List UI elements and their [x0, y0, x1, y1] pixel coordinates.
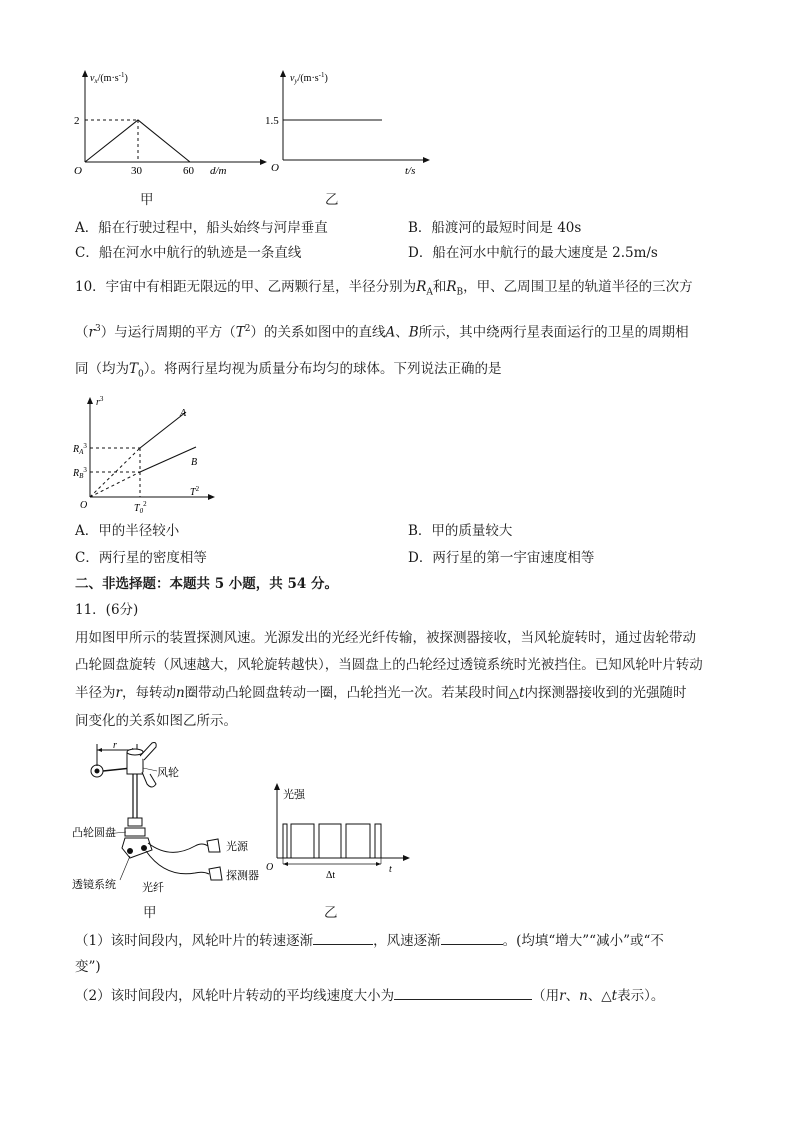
graph-yi	[258, 62, 438, 192]
q9-option-b: B．船渡河的最短时间是 40s	[408, 220, 582, 236]
q11-sub-1: （1）该时间段内，风轮叶片的转速逐渐 ，风速逐渐 。(均填“增大”“减小”或“不	[75, 930, 664, 951]
light-graph-origin: O	[266, 862, 274, 873]
q10-option-b: B．甲的质量较大	[408, 523, 513, 539]
q11-para-line-3: 半径为r，每转动n圈带动凸轮圆盘转动一圈，凸轮挡光一次。若某段时间△t内探测器接收到的光强随时	[75, 685, 687, 701]
lens-system-label: 透镜系统	[72, 879, 116, 891]
q10-option-c: C．两行星的密度相等	[75, 550, 207, 566]
q10-graph-origin: O	[80, 500, 88, 511]
delta-t-label: Δt	[326, 870, 336, 881]
wind-wheel-label: 风轮	[157, 767, 179, 779]
q10-graph-line-b: B	[191, 457, 198, 468]
answer-blank-rotation-speed[interactable]	[313, 930, 373, 945]
graph-jia-x-label: d/m	[210, 165, 227, 177]
q10-line-2: $(r^3)$与运行周期的平方$(T^2)$的关系如图中的直线A、B所示，其中绕两行星表面运行的卫星的周期相	[75, 324, 689, 341]
q9-option-d: D．船在河水中航行的最大速度是 2.5m/s	[408, 245, 658, 261]
graph-jia-caption: 甲	[140, 192, 154, 208]
q10-graph	[60, 392, 220, 517]
graph-yi-y-label: $v_y/(m\cdot s^{-1})$	[290, 71, 328, 85]
q10-option-d: D．两行星的第一宇宙速度相等	[408, 550, 595, 566]
section-2-heading: 二、非选择题：本题共 5 小题，共 54 分。	[75, 576, 338, 592]
q10-graph-x-label: $T^2$	[190, 485, 200, 498]
q10-graph-line-a: A	[180, 408, 187, 419]
q11-sub-2: （2）该时间段内，风轮叶片转动的平均线速度大小为 （用r、n、△t表示）。	[75, 985, 664, 1006]
answer-blank-linear-speed[interactable]	[394, 985, 532, 1000]
q11-figure-jia-caption: 甲	[143, 905, 157, 921]
q9-option-a: A．船在行驶过程中，船头始终与河岸垂直	[75, 220, 328, 236]
q10-line-3: 同（均为$T_0$）。将两行星均视为质量分布均匀的球体。下列说法正确的是	[75, 361, 502, 380]
graph-jia-y-tick: 2	[74, 115, 80, 127]
light-source-label: 光源	[226, 841, 248, 853]
light-intensity-axis-label: 光强	[283, 789, 305, 801]
graph-yi-y-tick: 1.5	[265, 115, 279, 127]
q10-line-1: 10．宇宙中有相距无限远的甲、乙两颗行星，半径分别为$R_A$和$R_B$，甲、乙周围卫星的轨道半径的三次方	[75, 279, 693, 298]
answer-blank-wind-speed[interactable]	[441, 930, 503, 945]
q10-graph-t02: $T_0^2$	[134, 500, 147, 515]
graph-jia-origin: O	[74, 165, 82, 177]
q11-para-line-2: 凸轮圆盘旋转（风速越大，风轮旋转越快），当圆盘上的凸轮经过透镜系统时光被挡住。已知风轮叶片转动	[75, 657, 703, 673]
q9-option-c: C．船在河水中航行的轨迹是一条直线	[75, 245, 302, 261]
light-graph-x-label: t	[389, 864, 392, 875]
graph-jia-x-tick-60: 60	[183, 165, 194, 177]
graph-yi-origin: O	[271, 162, 279, 174]
apparatus-r-label: r	[113, 740, 117, 751]
q11-para-line-4: 间变化的关系如图乙所示。	[75, 713, 237, 729]
detector-label: 探测器	[226, 870, 259, 882]
graph-jia-x-tick-30: 30	[131, 165, 142, 177]
q11-sub-1-cont: 变”)	[75, 959, 101, 975]
q11-figure-yi-caption: 乙	[324, 905, 338, 921]
graph-yi-x-label: t/s	[405, 165, 416, 177]
graph-jia-y-label: $v_x/(m\cdot s^{-1})$	[90, 71, 128, 85]
q11-header: 11．(6分)	[75, 602, 139, 618]
q10-graph-rb3: $R_B^3$	[73, 466, 87, 480]
q11-para-line-1: 用如图甲所示的装置探测风速。光源发出的光经光纤传输，被探测器接收，当风轮旋转时，通过齿轮带动	[75, 630, 696, 646]
q11-apparatus-figure	[70, 738, 270, 903]
graph-yi-caption: 乙	[325, 192, 339, 208]
fiber-label: 光纤	[142, 882, 164, 894]
graph-jia	[60, 62, 280, 192]
q11-light-intensity-graph	[263, 778, 413, 888]
q10-graph-ra3: $R_A^3$	[73, 442, 87, 456]
q10-graph-y-label: $r^3$	[96, 395, 104, 408]
q10-option-a: A．甲的半径较小	[75, 523, 180, 539]
cam-disk-label: 凸轮圆盘	[72, 827, 116, 839]
